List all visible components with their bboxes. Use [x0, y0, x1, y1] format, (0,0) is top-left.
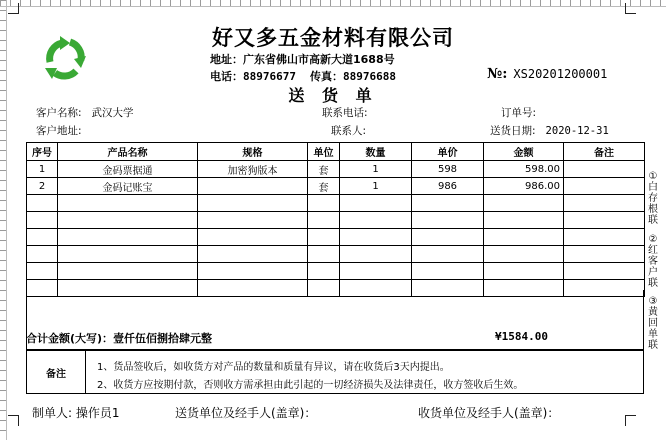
col-header-no: 序号: [27, 143, 58, 161]
contact-person-field: [331, 123, 376, 138]
cell-unit: 套: [308, 178, 340, 195]
fax-value: 88976688: [342, 70, 396, 83]
cell-amount: 598.00: [484, 161, 564, 178]
remarks-box: [26, 350, 644, 394]
copy-label-white: ①白存根联: [648, 171, 658, 226]
cell-qty: 1: [340, 178, 412, 195]
contact-person-label: 联系人:: [331, 125, 367, 137]
order-no-field: [501, 105, 546, 120]
order-no-label: 订单号:: [501, 107, 537, 119]
customer-address-label: 客户地址:: [36, 125, 82, 137]
col-header-note: 备注: [564, 143, 645, 161]
cell-unit: 套: [308, 161, 340, 178]
cell-note: [564, 178, 645, 195]
remarks-line-2: 2、收货方应按期付款，否则收方需承担由此引起的一切经济损失及法律责任，收方签收后生效。: [97, 380, 524, 391]
delivery-date-label: 送货日期:: [490, 125, 536, 137]
number-mark: №:: [487, 66, 508, 82]
fax-label: 传真：: [309, 70, 343, 83]
table-row: [27, 178, 645, 195]
cell-price: 598: [412, 161, 484, 178]
copy-label-red: ②红客户联: [648, 234, 658, 289]
number-value: XS20201200001: [513, 67, 608, 81]
remarks-line-1: 1、货品签收后，如收货方对产品的数量和质量有异议，请在收货后3天内提出。: [97, 362, 450, 373]
cell-product: 金码票据通: [58, 161, 198, 178]
sender-signature: 送货单位及经手人(盖章)：: [175, 406, 317, 420]
col-header-price: 单价: [412, 143, 484, 161]
cell-spec: 加密狗版本: [198, 161, 308, 178]
company-address: 地址：广东省佛山市高新大道1688号: [210, 53, 395, 66]
company-name: 好又多五金材料有限公司: [212, 25, 454, 50]
table-row: [27, 246, 645, 263]
phone-value: 88976677: [243, 70, 296, 83]
cell-qty: 1: [340, 161, 412, 178]
cell-product: 金码记账宝: [58, 178, 198, 195]
document-title: 送 货 单: [288, 86, 378, 105]
delivery-date-value: 2020-12-31: [545, 125, 609, 137]
col-header-spec: 规格: [198, 143, 308, 161]
company-contact-line: [210, 68, 396, 84]
crop-mark-top-left: [8, 3, 19, 14]
total-amount: ¥1584.00: [495, 330, 548, 343]
table-row: [27, 161, 645, 178]
phone-label: 电话：: [210, 70, 243, 83]
total-label: 合计金额(大写)：: [26, 332, 114, 345]
document-number: [487, 66, 607, 82]
table-header-row: [27, 143, 645, 161]
col-header-product: 产品名称: [58, 143, 198, 161]
cell-spec: [198, 178, 308, 195]
top-ruler: [0, 0, 666, 7]
cell-no: 2: [27, 178, 58, 195]
copy-label-yellow: ③黄回单联: [648, 296, 658, 351]
table-row: [27, 229, 645, 246]
cell-price: 986: [412, 178, 484, 195]
table-row: [27, 212, 645, 229]
total-words: 壹仟伍佰捌拾肆元整: [113, 332, 213, 345]
customer-name-label: 客户名称:: [36, 107, 82, 119]
crop-mark-top-right: [625, 3, 636, 14]
col-header-amount: 金额: [484, 143, 564, 161]
table-row: [27, 263, 645, 280]
cell-no: 1: [27, 161, 58, 178]
maker-value: 操作员1: [75, 406, 120, 420]
customer-name-value: 武汉大学: [91, 107, 134, 119]
cell-amount: 986.00: [484, 178, 564, 195]
crop-mark-bottom-left: [8, 415, 19, 426]
maker-label: 制单人:: [32, 406, 73, 420]
crop-mark-bottom-right: [625, 415, 636, 426]
table-row: [27, 195, 645, 212]
delivery-date-field: [490, 123, 609, 138]
customer-address-field: [36, 123, 92, 138]
maker-signature: [32, 404, 120, 421]
col-header-qty: 数量: [340, 143, 412, 161]
cell-note: [564, 161, 645, 178]
contact-phone-field: [322, 105, 378, 120]
col-header-unit: 单位: [308, 143, 340, 161]
items-table: [26, 142, 645, 297]
receiver-signature: 收货单位及经手人(盖章)：: [418, 406, 560, 420]
contact-phone-label: 联系电话:: [322, 107, 368, 119]
total-amount-row: [26, 330, 644, 346]
customer-name-field: [36, 105, 134, 120]
left-ruler: [0, 0, 7, 440]
remarks-label: 备注: [27, 351, 86, 393]
